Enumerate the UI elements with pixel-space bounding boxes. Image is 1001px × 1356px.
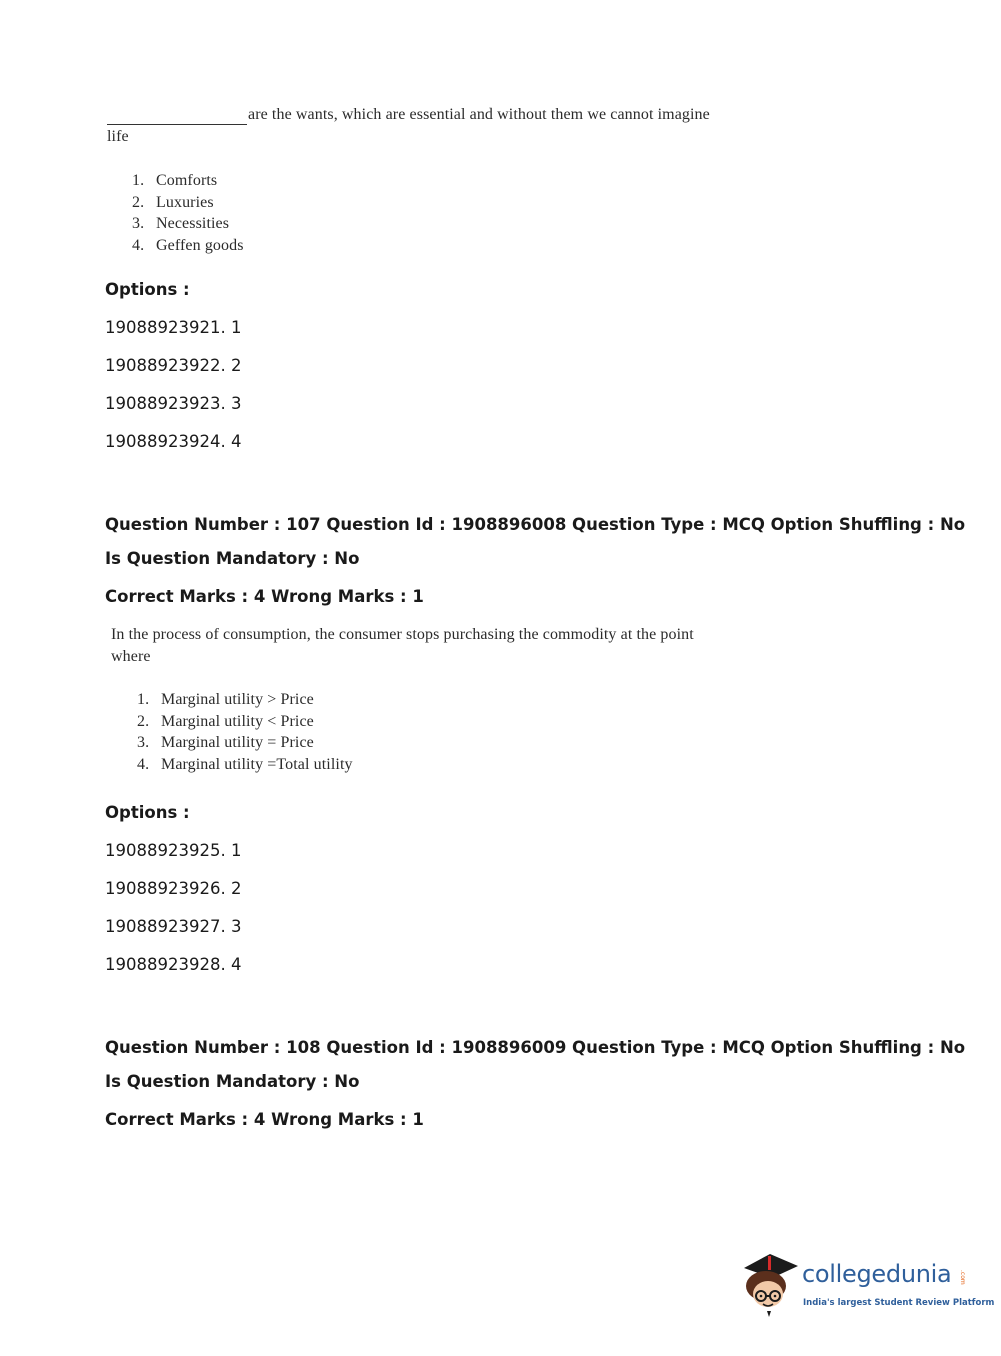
q106-stem-line2: life [107,128,129,145]
q106-choice-list [132,170,244,256]
list-item: 2. Marginal utility < Price [137,712,314,730]
q107-choice-list [137,689,353,775]
q106-stem-line1: are the wants, which are essential and without them we cannot imagine [248,106,710,123]
fill-in-blank-line [107,124,247,125]
logo-tagline: India's largest Student Review Platform [803,1298,995,1308]
option-item: 19088923926. 2 [105,879,242,898]
q107-header: Question Number : 107 Question Id : 1908896008 Question Type : MCQ Option Shuffling : No [105,515,966,534]
q108-header: Question Number : 108 Question Id : 1908896009 Question Type : MCQ Option Shuffling : No [105,1038,966,1057]
list-item: 2. Luxuries [132,193,214,211]
q108-marks: Correct Marks : 4 Wrong Marks : 1 [105,1110,424,1129]
q106-options-label: Options : [105,280,190,299]
q108-mandatory: Is Question Mandatory : No [105,1072,360,1091]
q107-mandatory: Is Question Mandatory : No [105,549,360,568]
option-item: 19088923923. 3 [105,394,242,413]
q107-stem-line2: where [111,648,151,665]
logo-domain-suffix: .com [959,1270,966,1285]
q106-options-list [105,318,241,470]
option-item: 19088923927. 3 [105,917,242,936]
option-item: 19088923925. 1 [105,841,242,860]
option-item: 19088923922. 2 [105,356,242,375]
option-item: 19088923924. 4 [105,432,242,451]
list-item: 3. Necessities [132,215,230,232]
option-item: 19088923928. 4 [105,955,242,974]
graduate-mascot-icon [740,1248,802,1320]
logo-wordmark: collegedunia [802,1260,952,1288]
option-item: 19088923921. 1 [105,318,242,337]
collegedunia-logo [740,1248,995,1320]
list-item: 4. Marginal utility =Total utility [137,755,353,773]
list-item: 1. Comforts [132,172,218,189]
q107-options-list [105,841,241,993]
q107-options-label: Options : [105,803,190,822]
list-item: 4. Geffen goods [132,236,244,254]
q107-stem-line1: In the process of consumption, the consumer stops purchasing the commodity at the point [111,626,694,643]
q107-marks: Correct Marks : 4 Wrong Marks : 1 [105,587,424,606]
list-item: 3. Marginal utility = Price [137,734,314,751]
list-item: 1. Marginal utility > Price [137,691,314,708]
